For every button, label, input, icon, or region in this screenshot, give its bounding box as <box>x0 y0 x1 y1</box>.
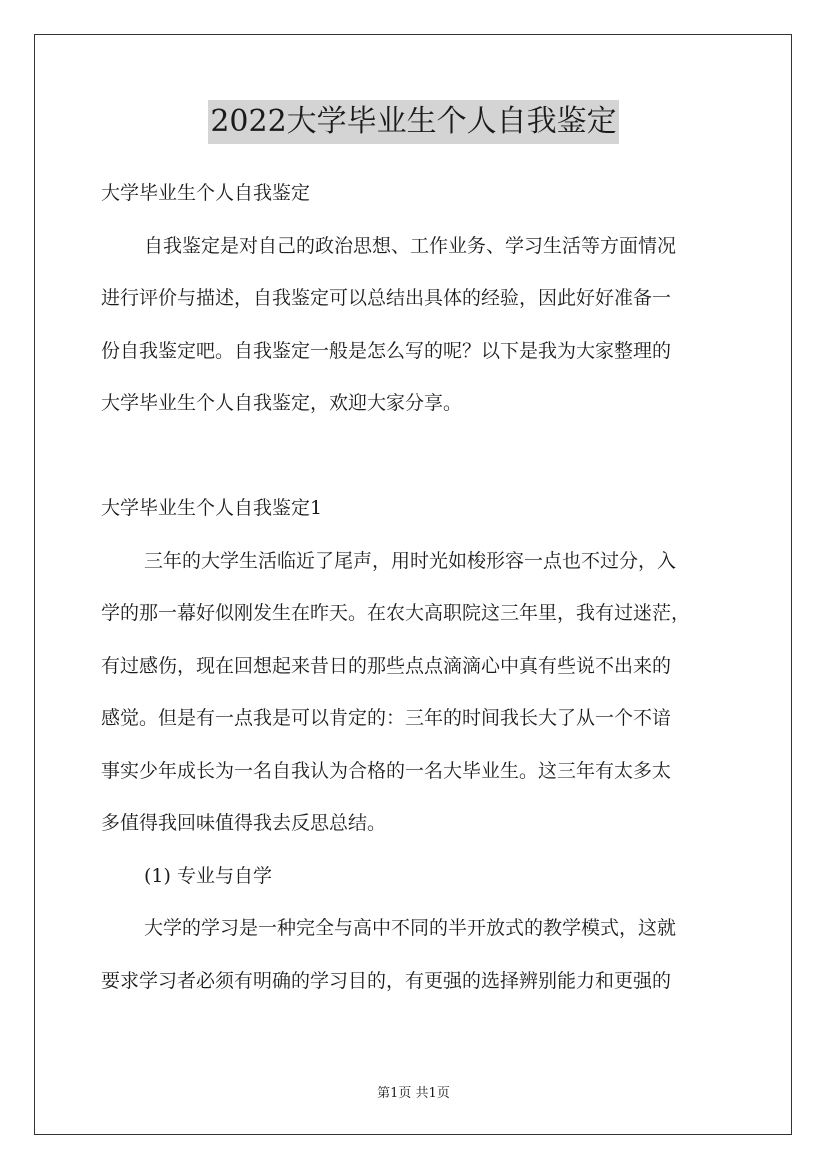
section-heading: 大学毕业生个人自我鉴定1 <box>101 497 323 519</box>
document-body <box>101 170 729 1010</box>
paragraph-line: 要求学习者必须有明确的学习目的，有更强的选择辨别能力和更强的 <box>101 969 672 992</box>
paragraph-line: 有过感伤，现在回想起来昔日的那些点点滴滴心中真有些说不出来的 <box>101 654 672 677</box>
document-title: 2022大学毕业生个人自我鉴定 <box>208 100 618 144</box>
paragraph-line: 进行评价与描述，自我鉴定可以总结出具体的经验，因此好好准备一 <box>101 287 672 309</box>
blank-line <box>101 433 729 486</box>
title-container <box>0 100 827 144</box>
paragraph-line: 大学的学习是一种完全与高中不同的半开放式的教学模式，这就 <box>144 917 677 939</box>
paragraph-line: 份自我鉴定吧。自我鉴定一般是怎么写的呢？以下是我为大家整理的 <box>101 339 672 362</box>
page-footer: 第1页 共1页 <box>377 1086 450 1101</box>
paragraph-line: 学的那一幕好似刚发生在昨天。在农大高职院这三年里，我有过迷茫， <box>101 602 691 624</box>
paragraph-line: 感觉。但是有一点我是可以肯定的：三年的时间我长大了从一个不谙 <box>101 707 672 729</box>
paragraph-line: 自我鉴定是对自己的政治思想、工作业务、学习生活等方面情况 <box>144 234 677 257</box>
section-heading: 大学毕业生个人自我鉴定 <box>101 182 311 204</box>
paragraph-line: 大学毕业生个人自我鉴定，欢迎大家分享。 <box>101 392 463 414</box>
paragraph-line: 三年的大学生活临近了尾声，用时光如梭形容一点也不过分，入 <box>144 549 677 572</box>
paragraph-line: 事实少年成长为一名自我认为合格的一名大毕业生。这三年有太多太 <box>101 759 672 782</box>
subsection-heading: (1) 专业与自学 <box>144 864 272 887</box>
paragraph-line: 多值得我回味值得我去反思总结。 <box>101 812 387 834</box>
